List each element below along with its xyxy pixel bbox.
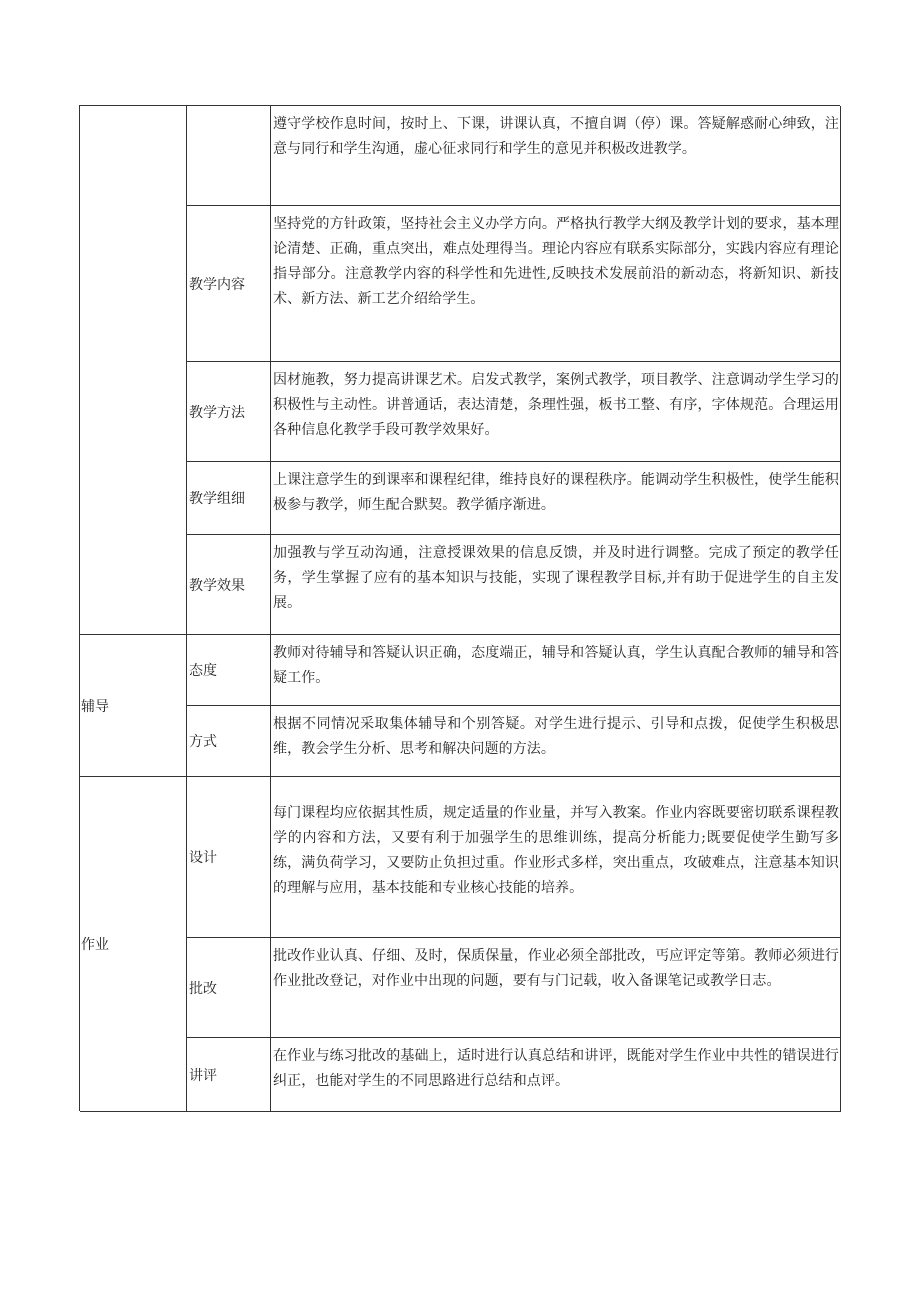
description-text: 加强教与学互动沟通，注意授课效果的信息反馈，并及时进行调整。完成了预定的教学任务，学生掌握了应有的基本知识与技能，实现了课程教学目标,并有助于促进学生的自主发展。: [273, 545, 839, 611]
item-label: 教学内容: [189, 276, 245, 293]
item-label: 态度: [189, 663, 217, 679]
description-text: 每门课程均应依据其性质，规定适量的作业量，并写入教案。作业内容既要密切联系课程教学的内容和方法，又要有利于加强学生的思维训练，提高分析能力;既要促使学生勤写多练，满负荷学习，又要防止负担过重。作业形式多样，突出重点，攻破难点，注意基本知识的理解与应用，基本技能和专业核心技能的培养。: [273, 805, 839, 896]
item-cell: [187, 777, 271, 938]
category-label: 作业: [81, 937, 109, 953]
evaluation-table: [79, 105, 840, 1111]
description-text: 坚持党的方针政策，坚持社会主义办学方向。严格执行教学大纲及教学计划的要求，基本理论清楚、正确，重点突出，难点处理得当。理论内容应有联系实际部分，实践内容应有理论指导部分。注意教学内容的科学性和先进性,反映技术发展前沿的新动态，将新知识、新技术、新方法、新工艺介绍给学生。: [273, 216, 839, 307]
description-cell: [271, 106, 841, 206]
item-label: 教学组细: [189, 491, 245, 507]
description-cell: [271, 535, 841, 635]
item-label: 方式: [189, 734, 217, 750]
item-label: 教学效果: [189, 577, 245, 594]
item-cell: [187, 535, 271, 635]
item-cell: [187, 1038, 271, 1112]
item-cell: [187, 462, 271, 535]
item-label: 批改: [189, 980, 217, 997]
item-cell: [187, 706, 271, 777]
description-text: 根据不同情况采取集体辅导和个别答疑。对学生进行提示、引导和点拨，促使学生积极思维，教会学生分析、思考和解决问题的方法。: [273, 716, 839, 757]
category-label: 辅导: [81, 698, 109, 715]
description-cell: [271, 777, 841, 938]
description-text: 上课注意学生的到课率和课程纪律，维持良好的课程秩序。能调动学生积极性，使学生能积极参与教学，师生配合默契。教学循序渐进。: [273, 472, 839, 513]
description-text: 因材施教，努力提高讲课艺术。启发式教学，案例式教学，项目教学、注意调动学生学习的积极性与主动性。讲普通话，表达清楚，条理性强，板书工整、有序，字体规范。合理运用各种信息化教学手段可教学效果好。: [273, 372, 839, 438]
description-cell: [271, 1038, 841, 1112]
item-cell: [187, 206, 271, 362]
item-cell: [187, 362, 271, 462]
description-cell: [271, 706, 841, 777]
description-cell: [271, 462, 841, 535]
description-text: 批改作业认真、仔细、及时，保质保量，作业必须全部批改，丐应评定等第。教师必须进行作业批改登记，对作业中出现的问题，要有与门记载，收入备课笔记或教学日志。: [273, 948, 839, 989]
description-text: 教师对待辅导和答疑认识正确，态度端正，辅导和答疑认真，学生认真配合教师的辅导和答疑工作。: [273, 645, 839, 686]
item-label: 教学方法: [189, 404, 245, 421]
item-label: 讲评: [189, 1067, 217, 1084]
item-cell: [187, 938, 271, 1038]
item-label: 设计: [189, 850, 217, 866]
description-cell: [271, 938, 841, 1038]
description-cell: [271, 362, 841, 462]
description-text: 遵守学校作息时间，按时上、下课，讲课认真，不擅自调（停）课。答疑解惑耐心绅致，注意与同行和学生沟通，虚心征求同行和学生的意见并积极改进教学。: [273, 116, 839, 157]
category-cell-teaching: [80, 106, 187, 635]
category-cell-tutoring: [80, 635, 187, 777]
description-cell: [271, 635, 841, 706]
description-cell: [271, 206, 841, 362]
description-text: 在作业与练习批改的基础上，适时进行认真总结和讲评，既能对学生作业中共性的错误进行纠正，也能对学生的不同思路进行总结和点评。: [273, 1048, 839, 1089]
item-cell: [187, 635, 271, 706]
category-cell-homework: [80, 777, 187, 1112]
item-cell: [187, 106, 271, 206]
